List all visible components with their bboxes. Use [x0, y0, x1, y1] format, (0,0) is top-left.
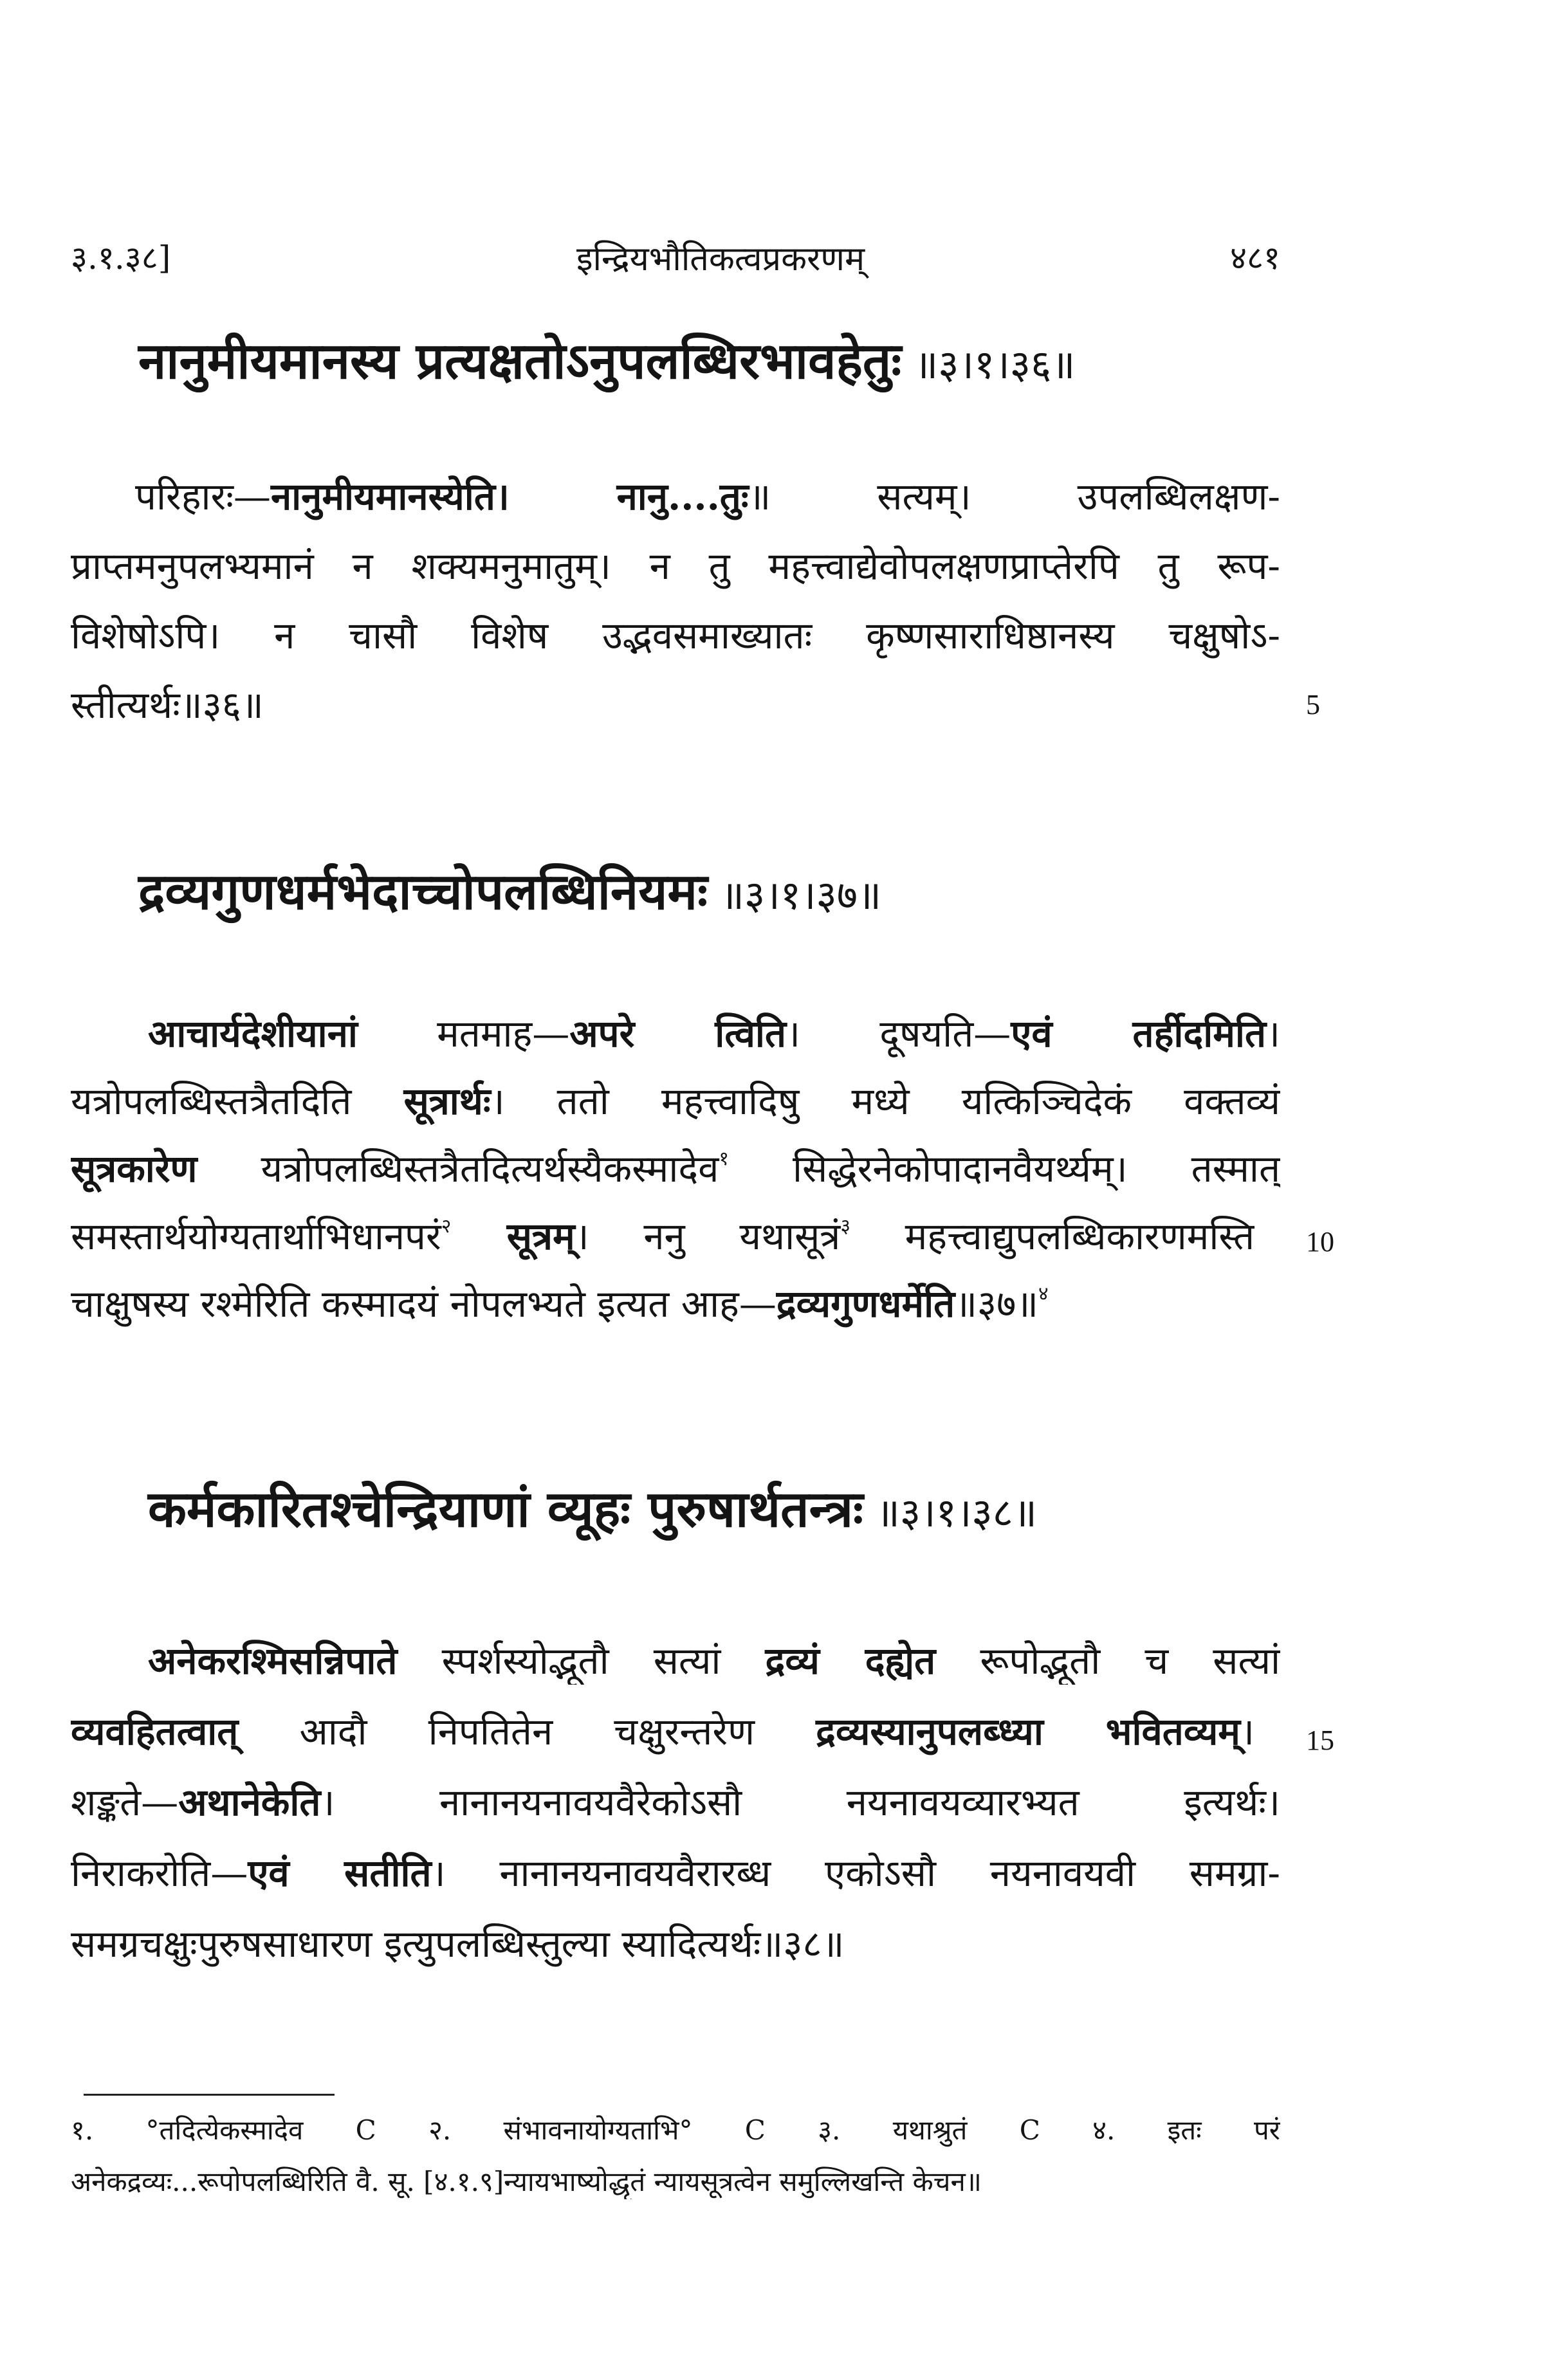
sutra-heading — [148, 1473, 1037, 1541]
text-line: अनेकरश्मिसन्निपाते स्पर्शस्योद्भूतौ सत्यां द्रव्यं दह्येत रूपोद्भूतौ च सत्यां — [148, 1639, 1280, 1683]
text-line: व्यवहितत्वात् आदौ निपतितेन चक्षुरन्तरेण द्रव्यस्यानुपलब्ध्या भवितव्यम्। — [71, 1710, 1254, 1753]
sutra-number: ॥३।१।३६॥ — [914, 341, 1076, 388]
sutra-heading — [138, 325, 1075, 393]
text-line: निराकरोति—एवं सतीति। नानानयनावयवैरारब्ध एकोऽसौ नयनावयवी समग्रा- — [71, 1851, 1280, 1895]
footnote-marker: ४ — [1038, 1283, 1049, 1305]
footnote-line: अनेकद्रव्यः...रूपोपलब्धिरिति वै. सू. [४.१.९]न्यायभाष्योद्धृतं न्यायसूत्रत्वेन समुल्लिखन्ति केचन॥ — [71, 2166, 982, 2197]
text-line: समग्रचक्षुःपुरुषसाधारण इत्युपलब्धिस्तुल्या स्यादित्यर्थः॥३८॥ — [71, 1922, 845, 1966]
footnote-rule — [84, 2094, 335, 2096]
text-line: चाक्षुषस्य रश्मेरिति कस्मादयं नोपलभ्यते इत्यत आह—द्रव्यगुणधर्मेति॥३७॥$^४$ — [71, 1282, 1049, 1326]
chapter-title: इन्द्रियभौतिकत्वप्रकरणम् — [576, 240, 865, 279]
page-number: ४८१ — [1230, 239, 1280, 277]
text-line: समस्तार्थयोग्यतार्थाभिधानपरं$^२$ सूत्रम्। ननु यथासूत्रं$^३$ महत्त्वाद्युपलब्धिकारणमस्ति — [71, 1214, 1254, 1258]
text-line: प्राप्तमनुपलभ्यमानं न शक्यमनुमातुम्। न तु महत्त्वाद्येवोपलक्षणप्राप्तेरपि तु रूप- — [71, 544, 1280, 588]
sutra-number: ॥३।१।३८॥ — [876, 1489, 1037, 1536]
footnote-marker: १ — [719, 1148, 730, 1170]
text-line: परिहारः—नानुमीयमानस्येति। नानु....तुः॥ सत्यम्। उपलब्धिलक्षण- — [135, 475, 1280, 518]
text-line: विशेषोऽपि। न चासौ विशेष उद्भवसमाख्यातः कृष्णसाराधिष्ठानस्य चक्षुषोऽ- — [71, 614, 1280, 657]
line-number: 5 — [1306, 689, 1320, 720]
text-line: स्तीत्यर्थः॥३६॥ — [71, 683, 264, 727]
sutra-number: ॥३।१।३७॥ — [720, 872, 882, 919]
footnote-line: १. °तदित्येकस्मादेव C २. संभावनायोग्यताभि° C ३. यथाश्रुतं C ४. इतः परं — [71, 2114, 1280, 2146]
text-line: आचार्यदेशीयानां मतमाह—अपरे त्विति। दूषयति—एवं तर्हीदमिति। — [148, 1012, 1280, 1056]
text-line: सूत्रकारेण यत्रोपलब्धिस्तत्रैतदित्यर्थस्यैकस्मादेव$^१$ सिद्धेरनेकोपादानवैयर्थ्यम्। तस्मात् — [71, 1147, 1280, 1191]
text-line: यत्रोपलब्धिस्तत्रैतदिति सूत्रार्थः। ततो महत्त्वादिषु मध्ये यत्किञ्चिदेकं वक्तव्यं — [71, 1079, 1280, 1123]
sutra-text: द्रव्यगुणधर्मभेदाच्चोपलब्धिनियमः — [138, 863, 708, 921]
footnote-marker: २ — [441, 1215, 452, 1238]
line-number: 10 — [1306, 1226, 1334, 1258]
footnote-marker: ३ — [840, 1215, 850, 1238]
text-line: शङ्कते—अथानेकेति। नानानयनावयवैरेकोऽसौ नयनावयव्यारभ्यत इत्यर्थः। — [71, 1780, 1280, 1824]
sutra-heading — [138, 856, 881, 924]
sutra-text: कर्मकारितश्चेन्द्रियाणां व्यूहः पुरुषार्थतन्त्रः — [148, 1480, 863, 1539]
section-reference: ३.१.३८] — [71, 239, 171, 277]
line-number: 15 — [1306, 1725, 1334, 1756]
sutra-text: नानुमीयमानस्य प्रत्यक्षतोऽनुपलब्धिरभावहेतुः — [138, 332, 902, 390]
running-head — [71, 235, 1280, 286]
